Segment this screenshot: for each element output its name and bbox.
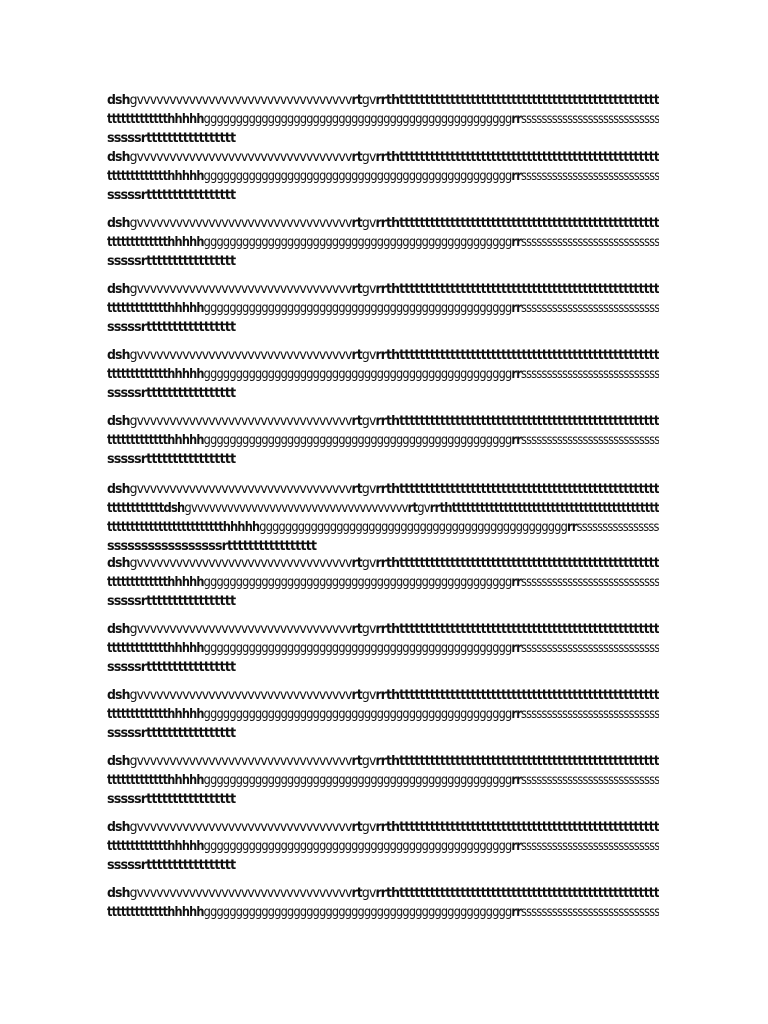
text-run: dsh bbox=[107, 754, 130, 769]
text-line bbox=[107, 299, 659, 319]
text-run: gvvvvvvvvvvvvvvvvvvvvvvvvvvvvvvvvvvvv bbox=[184, 501, 408, 516]
text-run: rr bbox=[511, 575, 522, 590]
text-run: gv bbox=[361, 282, 376, 297]
text-run: gv bbox=[361, 93, 376, 108]
text-run: gggggggggggggggggggggggggggggggggggggggggggggggg bbox=[203, 905, 512, 920]
text-run: ttttttttttttthhhhh bbox=[107, 367, 204, 382]
text-run: sssssrttttttttttttttttt bbox=[107, 792, 236, 807]
text-run: gvvvvvvvvvvvvvvvvvvvvvvvvvvvvvvvvv bbox=[129, 348, 352, 363]
text-line bbox=[107, 431, 659, 451]
text-run: sssssrttttttttttttttttt bbox=[107, 452, 236, 467]
text-line bbox=[107, 167, 659, 187]
text-run: gv bbox=[361, 150, 376, 165]
text-run: ttttttttttttthhhhh bbox=[107, 433, 204, 448]
text-run: sssssssssssssssssssssssssss bbox=[521, 169, 659, 184]
text-run: rt bbox=[351, 556, 362, 571]
text-run: sssssrttttttttttttttttt bbox=[107, 320, 236, 335]
text-run: sssssrttttttttttttttttt bbox=[107, 726, 236, 741]
text-line bbox=[107, 318, 659, 338]
text-run: gvvvvvvvvvvvvvvvvvvvvvvvvvvvvvvvvv bbox=[129, 820, 352, 835]
text-line bbox=[107, 233, 659, 253]
text-line bbox=[107, 110, 659, 130]
text-run: rrthttttttttttttttttttttttttttttttttttttttttttttttttttt bbox=[375, 886, 659, 901]
text-run: dsh bbox=[107, 482, 130, 497]
text-run: gggggggggggggggggggggggggggggggggggggggggggggggg bbox=[259, 520, 568, 535]
text-run: dsh bbox=[107, 414, 130, 429]
text-line bbox=[107, 818, 659, 838]
text-run: gv bbox=[361, 348, 376, 363]
text-line bbox=[107, 91, 659, 111]
text-run: gvvvvvvvvvvvvvvvvvvvvvvvvvvvvvvvvv bbox=[129, 414, 352, 429]
text-run: gggggggggggggggggggggggggggggggggggggggggggggggg bbox=[203, 367, 512, 382]
text-run: rt bbox=[351, 150, 362, 165]
text-run: rr bbox=[511, 773, 522, 788]
text-run: sssssrttttttttttttttttt bbox=[107, 858, 236, 873]
text-run: rt bbox=[407, 501, 418, 516]
text-run: ttttttttttttthhhhh bbox=[107, 773, 204, 788]
text-run: gvvvvvvvvvvvvvvvvvvvvvvvvvvvvvvvvv bbox=[129, 150, 352, 165]
text-line bbox=[107, 837, 659, 857]
text-run: rt bbox=[351, 886, 362, 901]
text-run: gv bbox=[361, 688, 376, 703]
text-run: sssssssssssssssssssssssssss bbox=[521, 367, 659, 382]
text-run: dsh bbox=[107, 348, 130, 363]
text-line bbox=[107, 480, 659, 500]
text-line bbox=[107, 620, 659, 640]
text-run: rr bbox=[511, 367, 522, 382]
text-run: rr bbox=[511, 169, 522, 184]
text-run: gvvvvvvvvvvvvvvvvvvvvvvvvvvvvvvvvv bbox=[129, 282, 352, 297]
text-run: sssssssssssssssssssssssssss bbox=[521, 773, 659, 788]
text-run: rrthttttttttttttttttttttttttttttttttttttttttttttttttttt bbox=[375, 93, 659, 108]
text-run: sssssrttttttttttttttttt bbox=[107, 594, 236, 609]
text-run: dsh bbox=[107, 886, 130, 901]
text-run: sssssrttttttttttttttttt bbox=[107, 660, 236, 675]
text-run: sssssssssssssssssssssssssss bbox=[521, 235, 659, 250]
text-run: rr bbox=[511, 112, 522, 127]
text-line bbox=[107, 280, 659, 300]
text-line bbox=[107, 724, 659, 744]
text-line bbox=[107, 686, 659, 706]
text-run: gv bbox=[361, 414, 376, 429]
text-run: rrthttttttttttttttttttttttttttttttttttttttttttttttttttt bbox=[375, 622, 659, 637]
text-run: rrthttttttttttttttttttttttttttttttttttttttttttttttttttt bbox=[375, 414, 659, 429]
text-run: sssssssssssssssssssssssssss bbox=[521, 112, 659, 127]
text-line bbox=[107, 129, 659, 149]
text-run: sssssssssssssssssssssssssss bbox=[521, 839, 659, 854]
text-run: rrthttttttttttttttttttttttttttttttttttttttttttttttttttt bbox=[375, 216, 659, 231]
text-line bbox=[107, 252, 659, 272]
text-line bbox=[107, 856, 659, 876]
text-run: sssssrttttttttttttttttt bbox=[107, 386, 236, 401]
text-run: dsh bbox=[163, 501, 185, 516]
text-run: rt bbox=[351, 482, 362, 497]
text-line bbox=[107, 903, 659, 923]
text-line bbox=[107, 592, 659, 612]
text-line bbox=[107, 658, 659, 678]
text-run: gggggggggggggggggggggggggggggggggggggggggggggggg bbox=[203, 575, 512, 590]
text-run: sssssrttttttttttttttttt bbox=[107, 131, 236, 146]
text-run: ssssssssssssssss bbox=[576, 520, 659, 535]
text-line bbox=[107, 186, 659, 206]
text-run: dsh bbox=[107, 556, 130, 571]
text-line bbox=[107, 214, 659, 234]
text-run: gggggggggggggggggggggggggggggggggggggggggggggggg bbox=[203, 641, 512, 656]
text-line bbox=[107, 518, 659, 538]
text-run: rt bbox=[351, 688, 362, 703]
text-run: gvvvvvvvvvvvvvvvvvvvvvvvvvvvvvvvvv bbox=[129, 93, 352, 108]
text-run: gggggggggggggggggggggggggggggggggggggggggggggggg bbox=[203, 112, 512, 127]
text-run: dsh bbox=[107, 688, 130, 703]
text-line bbox=[107, 639, 659, 659]
text-run: rrthttttttttttttttttttttttttttttttttttttttttttttttttttt bbox=[375, 556, 659, 571]
text-run: gvvvvvvvvvvvvvvvvvvvvvvvvvvvvvvvvv bbox=[129, 556, 352, 571]
text-run: gvvvvvvvvvvvvvvvvvvvvvvvvvvvvvvvvv bbox=[129, 754, 352, 769]
text-run: rrthttttttttttttttttttttttttttttttttttttttttttttttttttt bbox=[375, 150, 659, 165]
text-run: gggggggggggggggggggggggggggggggggggggggggggggggg bbox=[203, 301, 512, 316]
text-run: ttttttttttttthhhhh bbox=[107, 905, 204, 920]
text-line bbox=[107, 790, 659, 810]
text-run: gvvvvvvvvvvvvvvvvvvvvvvvvvvvvvvvvv bbox=[129, 482, 352, 497]
text-run: gggggggggggggggggggggggggggggggggggggggggggggggg bbox=[203, 433, 512, 448]
text-run: gv bbox=[361, 216, 376, 231]
text-run: ttttttttttttthhhhh bbox=[107, 839, 204, 854]
text-run: rrthttttttttttttttttttttttttttttttttttttttttttttttttttt bbox=[375, 482, 659, 497]
text-run: gggggggggggggggggggggggggggggggggggggggggggggggg bbox=[203, 773, 512, 788]
text-run: rrthttttttttttttttttttttttttttttttttttttttttttttttttttt bbox=[375, 348, 659, 363]
text-run: gggggggggggggggggggggggggggggggggggggggggggggggg bbox=[203, 235, 512, 250]
text-line bbox=[107, 573, 659, 593]
text-run: rrthttttttttttttttttttttttttttttttttttttttttttttttttttt bbox=[375, 688, 659, 703]
text-run: rt bbox=[351, 414, 362, 429]
text-run: dsh bbox=[107, 150, 130, 165]
text-run: rt bbox=[351, 820, 362, 835]
text-line bbox=[107, 752, 659, 772]
text-run: tttttttttttt bbox=[107, 501, 164, 516]
text-run: gv bbox=[361, 556, 376, 571]
text-line bbox=[107, 346, 659, 366]
text-run: ttttttttttttthhhhh bbox=[107, 301, 204, 316]
text-run: sssssssssssssssssssssssssss bbox=[521, 905, 659, 920]
text-run: rr bbox=[511, 235, 522, 250]
text-run: dsh bbox=[107, 282, 130, 297]
text-run: ttttttttttttthhhhh bbox=[107, 235, 204, 250]
text-run: rr bbox=[511, 641, 522, 656]
text-run: dsh bbox=[107, 93, 130, 108]
text-run: rr bbox=[511, 433, 522, 448]
text-line bbox=[107, 450, 659, 470]
text-line bbox=[107, 771, 659, 791]
text-run: sssssssssssssssssssssssssss bbox=[521, 707, 659, 722]
text-run: dsh bbox=[107, 216, 130, 231]
text-run: gggggggggggggggggggggggggggggggggggggggggggggggg bbox=[203, 839, 512, 854]
text-run: sssssrttttttttttttttttt bbox=[107, 254, 236, 269]
text-run: gvvvvvvvvvvvvvvvvvvvvvvvvvvvvvvvvv bbox=[129, 216, 352, 231]
text-run: sssssssssssssssssssssssssss bbox=[521, 433, 659, 448]
text-run: rr bbox=[567, 520, 577, 535]
text-line bbox=[107, 365, 659, 385]
text-run: gggggggggggggggggggggggggggggggggggggggggggggggg bbox=[203, 707, 512, 722]
text-run: gv bbox=[361, 482, 376, 497]
text-line bbox=[107, 884, 659, 904]
text-run: dsh bbox=[107, 622, 130, 637]
text-line bbox=[107, 412, 659, 432]
text-run: rrthttttttttttttttttttttttttttttttttttttttttttttttttttt bbox=[375, 820, 659, 835]
text-run: sssssrttttttttttttttttt bbox=[107, 188, 236, 203]
text-run: ttttttttttttthhhhh bbox=[107, 112, 204, 127]
text-run: gv bbox=[361, 820, 376, 835]
text-line bbox=[107, 384, 659, 404]
text-run: gv bbox=[361, 886, 376, 901]
text-run: ttttttttttttthhhhh bbox=[107, 707, 204, 722]
text-run: gvvvvvvvvvvvvvvvvvvvvvvvvvvvvvvvvv bbox=[129, 622, 352, 637]
text-run: rr bbox=[511, 905, 522, 920]
text-run: dsh bbox=[107, 820, 130, 835]
text-run: ttttttttttttthhhhh bbox=[107, 169, 204, 184]
text-line bbox=[107, 148, 659, 168]
text-run: rt bbox=[351, 754, 362, 769]
text-run: rt bbox=[351, 622, 362, 637]
text-run: ttttttttttttthhhhh bbox=[107, 575, 204, 590]
text-run: ttttttttttttthhhhh bbox=[107, 641, 204, 656]
text-run: rt bbox=[351, 93, 362, 108]
text-run: rrthttttttttttttttttttttttttttttttttttttttttttttttttttt bbox=[375, 282, 659, 297]
text-run: rt bbox=[351, 282, 362, 297]
text-run: sssssssssssssssssssssssssss bbox=[521, 301, 659, 316]
text-run: gv bbox=[361, 622, 376, 637]
text-line bbox=[107, 705, 659, 725]
text-run: rt bbox=[351, 348, 362, 363]
text-run: sssssssssssssssssssssssssss bbox=[521, 641, 659, 656]
text-run: rrthtttttttttttttttttttttttttttttttttttttttttttt bbox=[429, 501, 659, 516]
text-run: sssssssssssssssssrttttttttttttttttt bbox=[107, 539, 317, 554]
text-run: rr bbox=[511, 839, 522, 854]
text-run: ttttttttttttttttttttttttthhhhh bbox=[107, 520, 260, 535]
text-run: rr bbox=[511, 301, 522, 316]
text-line bbox=[107, 499, 659, 519]
text-run: sssssssssssssssssssssssssss bbox=[521, 575, 659, 590]
text-line bbox=[107, 554, 659, 574]
text-run: gggggggggggggggggggggggggggggggggggggggggggggggg bbox=[203, 169, 512, 184]
text-run: gv bbox=[417, 501, 430, 516]
text-run: rt bbox=[351, 216, 362, 231]
text-run: rrthttttttttttttttttttttttttttttttttttttttttttttttttttt bbox=[375, 754, 659, 769]
text-run: gvvvvvvvvvvvvvvvvvvvvvvvvvvvvvvvvv bbox=[129, 886, 352, 901]
text-run: gv bbox=[361, 754, 376, 769]
text-run: rr bbox=[511, 707, 522, 722]
text-run: gvvvvvvvvvvvvvvvvvvvvvvvvvvvvvvvvv bbox=[129, 688, 352, 703]
